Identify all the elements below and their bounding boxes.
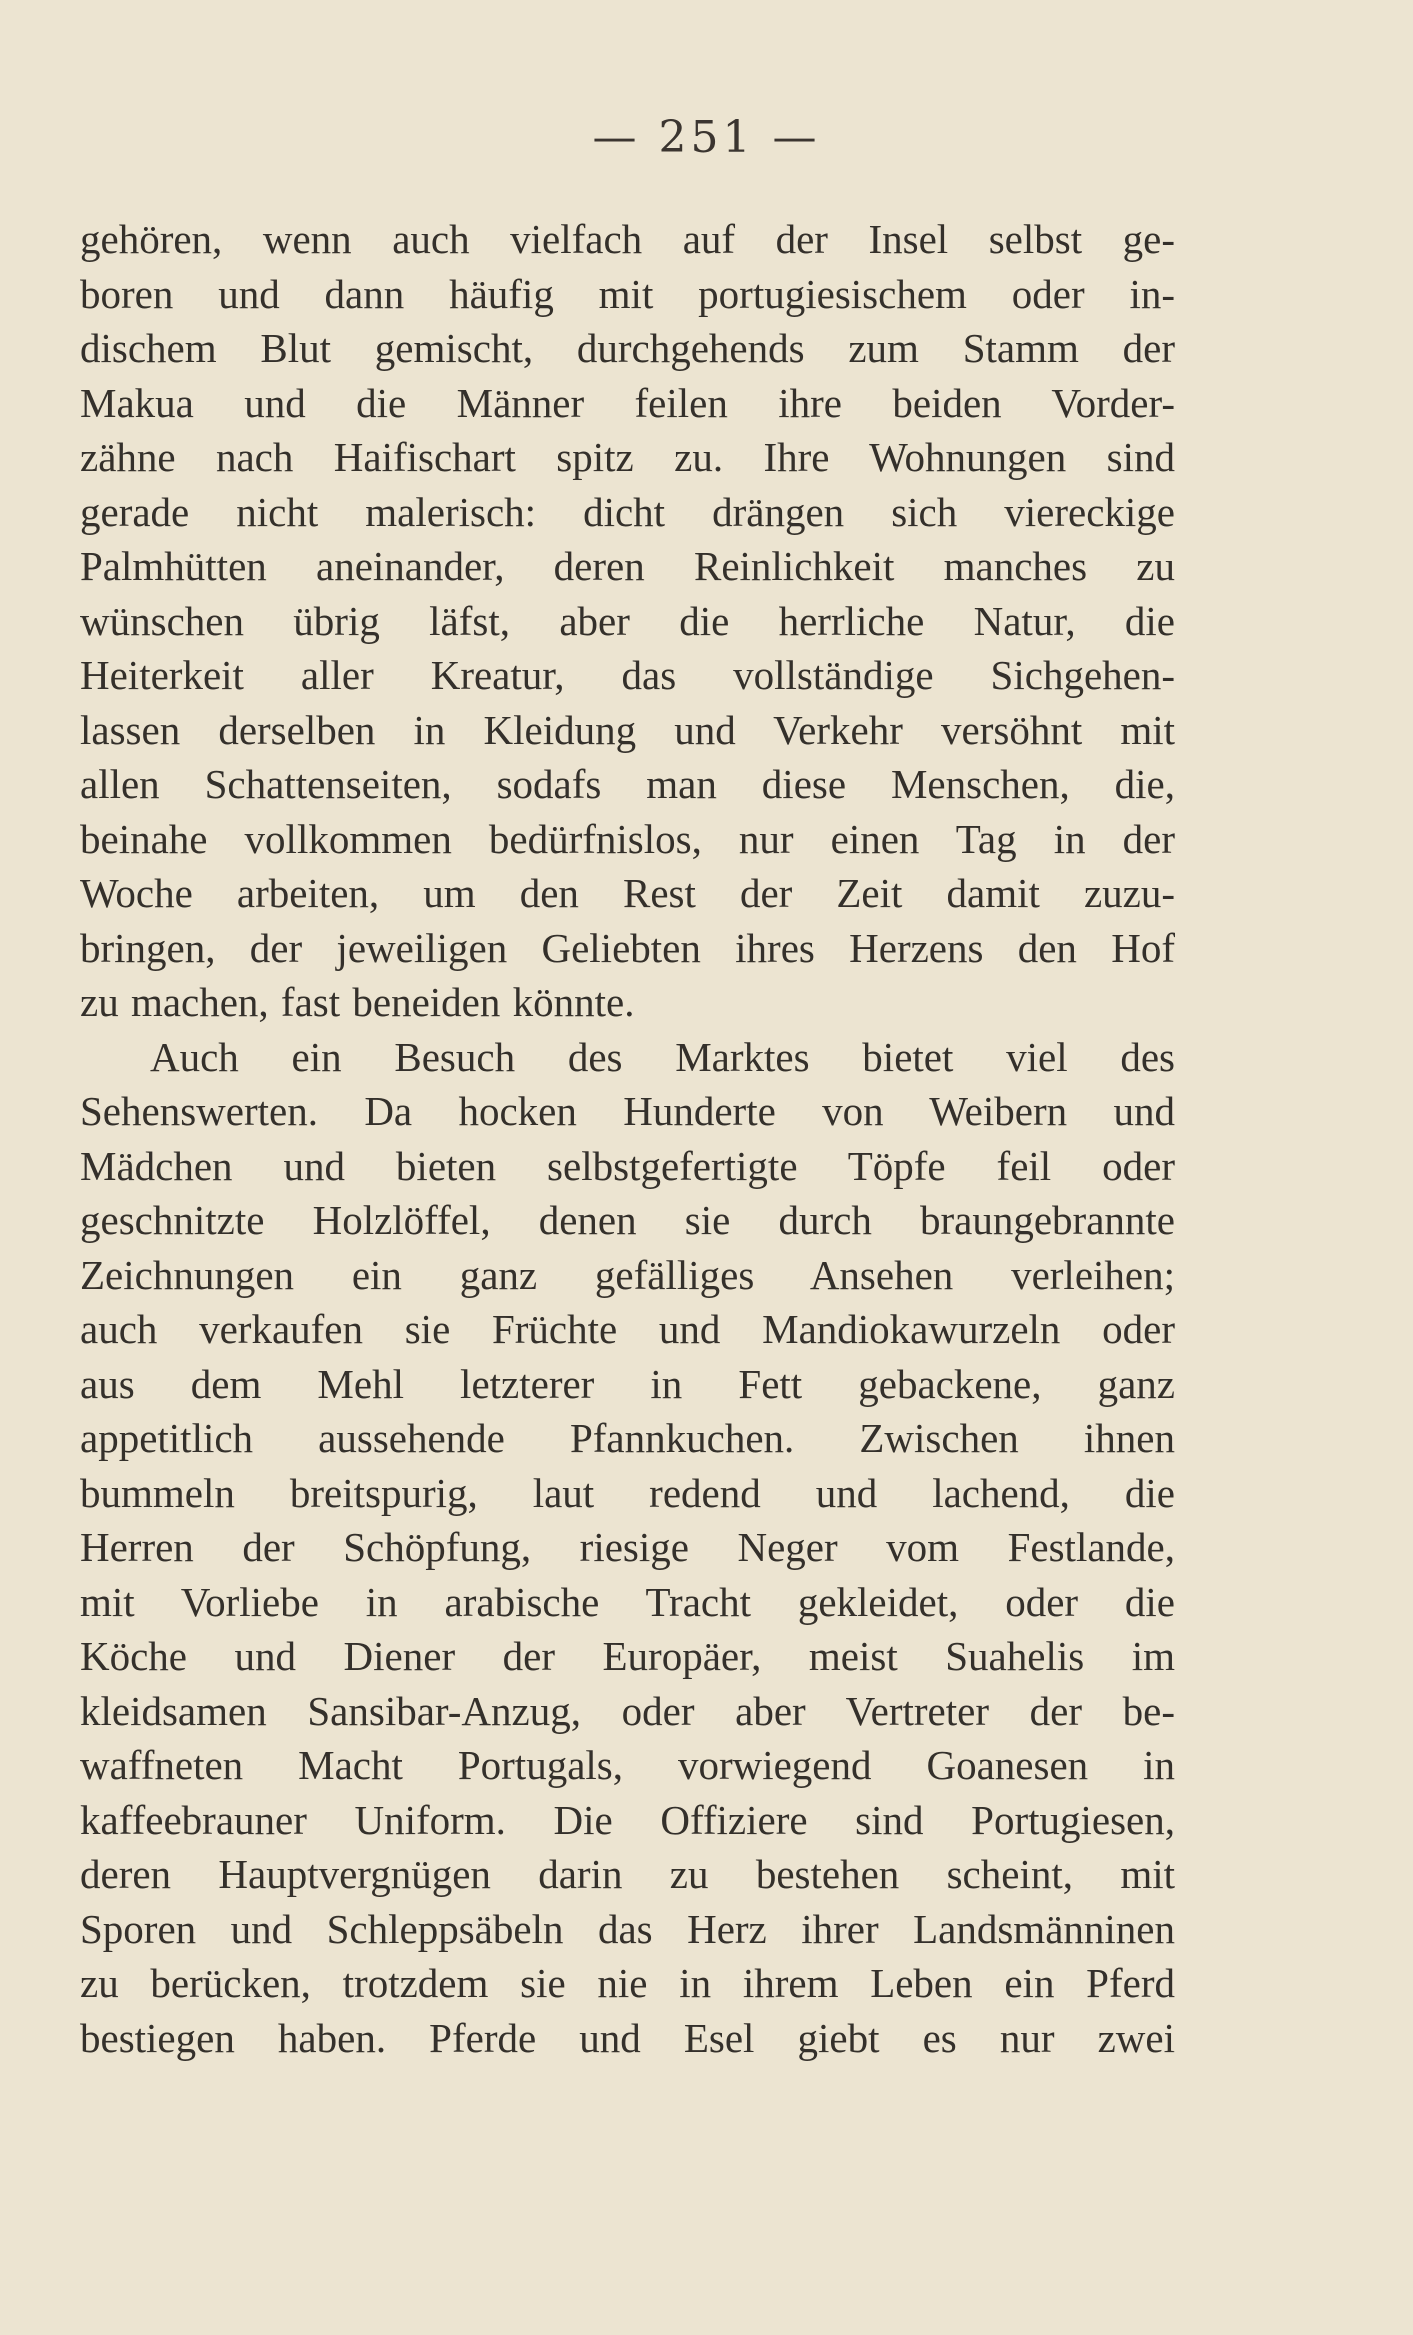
text-line: Woche arbeiten, um den Rest der Zeit damit zuzu- <box>80 870 1175 916</box>
text-line: zu machen, fast beneiden könnte. <box>80 979 635 1025</box>
text-line: zähne nach Haifischart spitz zu. Ihre Wohnungen sind <box>80 434 1175 480</box>
text-line: Palmhütten aneinander, deren Reinlichkeit manches zu <box>80 543 1175 589</box>
text-line: bringen, der jeweiligen Geliebten ihres Herzens den Hof <box>80 924 1175 971</box>
text-line: gerade nicht malerisch: dicht drängen sich viereckige <box>80 488 1175 535</box>
text-line: zu berücken, trotzdem sie nie in ihrem Leben ein Pferd <box>80 1960 1175 2006</box>
text-line: geschnitzte Holzlöffel, denen sie durch braungebrannte <box>80 1197 1175 1243</box>
text-line: boren und dann häufig mit portugiesischem oder in- <box>80 270 1175 317</box>
text-line: beinahe vollkommen bedürfnislos, nur einen Tag in der <box>80 815 1175 862</box>
text-line: Köche und Diener der Europäer, meist Suahelis im <box>80 1633 1175 1679</box>
text-line: Heiterkeit aller Kreatur, das vollständige Sichgehen- <box>80 652 1175 698</box>
text-line: Herren der Schöpfung, riesige Neger vom Festlande, <box>80 1524 1175 1570</box>
text-line: waffneten Macht Portugals, vorwiegend Goanesen in <box>80 1742 1175 1788</box>
text-line: Auch ein Besuch des Marktes bietet viel des <box>150 1033 1175 1080</box>
text-line: aus dem Mehl letzterer in Fett gebackene, ganz <box>80 1360 1175 1407</box>
text-line: kleidsamen Sansibar-Anzug, oder aber Vertreter der be- <box>80 1687 1175 1734</box>
text-line: bestiegen haben. Pferde und Esel giebt es nur zwei <box>80 2014 1175 2061</box>
text-line: mit Vorliebe in arabische Tracht gekleidet, oder die <box>80 1578 1175 1625</box>
body-text <box>80 212 1175 2065</box>
text-line: kaffeebrauner Uniform. Die Offiziere sind Portugiesen, <box>80 1796 1175 1843</box>
text-line: Zeichnungen ein ganz gefälliges Ansehen verleihen; <box>80 1251 1175 1298</box>
text-line: Mädchen und bieten selbstgefertigte Töpfe feil oder <box>80 1142 1175 1189</box>
text-line: bummeln breitspurig, laut redend und lachend, die <box>80 1469 1175 1516</box>
text-line: Sehenswerten. Da hocken Hunderte von Weibern und <box>80 1088 1175 1134</box>
text-line: Makua und die Männer feilen ihre beiden Vorder- <box>80 379 1175 426</box>
text-line: gehören, wenn auch vielfach auf der Insel selbst ge- <box>80 216 1175 262</box>
text-line: appetitlich aussehende Pfannkuchen. Zwischen ihnen <box>80 1415 1175 1461</box>
text-line: deren Hauptvergnügen darin zu bestehen scheint, mit <box>80 1851 1175 1897</box>
text-line: auch verkaufen sie Früchte und Mandiokawurzeln oder <box>80 1306 1175 1352</box>
text-line: dischem Blut gemischt, durchgehends zum Stamm der <box>80 325 1175 371</box>
page-number: — 251 — <box>592 112 821 163</box>
text-line: Sporen und Schleppsäbeln das Herz ihrer Landsmänninen <box>80 1905 1175 1952</box>
text-line: wünschen übrig läfst, aber die herrliche Natur, die <box>80 597 1175 644</box>
text-line: allen Schattenseiten, sodafs man diese Menschen, die, <box>80 761 1175 807</box>
text-line: lassen derselben in Kleidung und Verkehr versöhnt mit <box>80 706 1175 753</box>
